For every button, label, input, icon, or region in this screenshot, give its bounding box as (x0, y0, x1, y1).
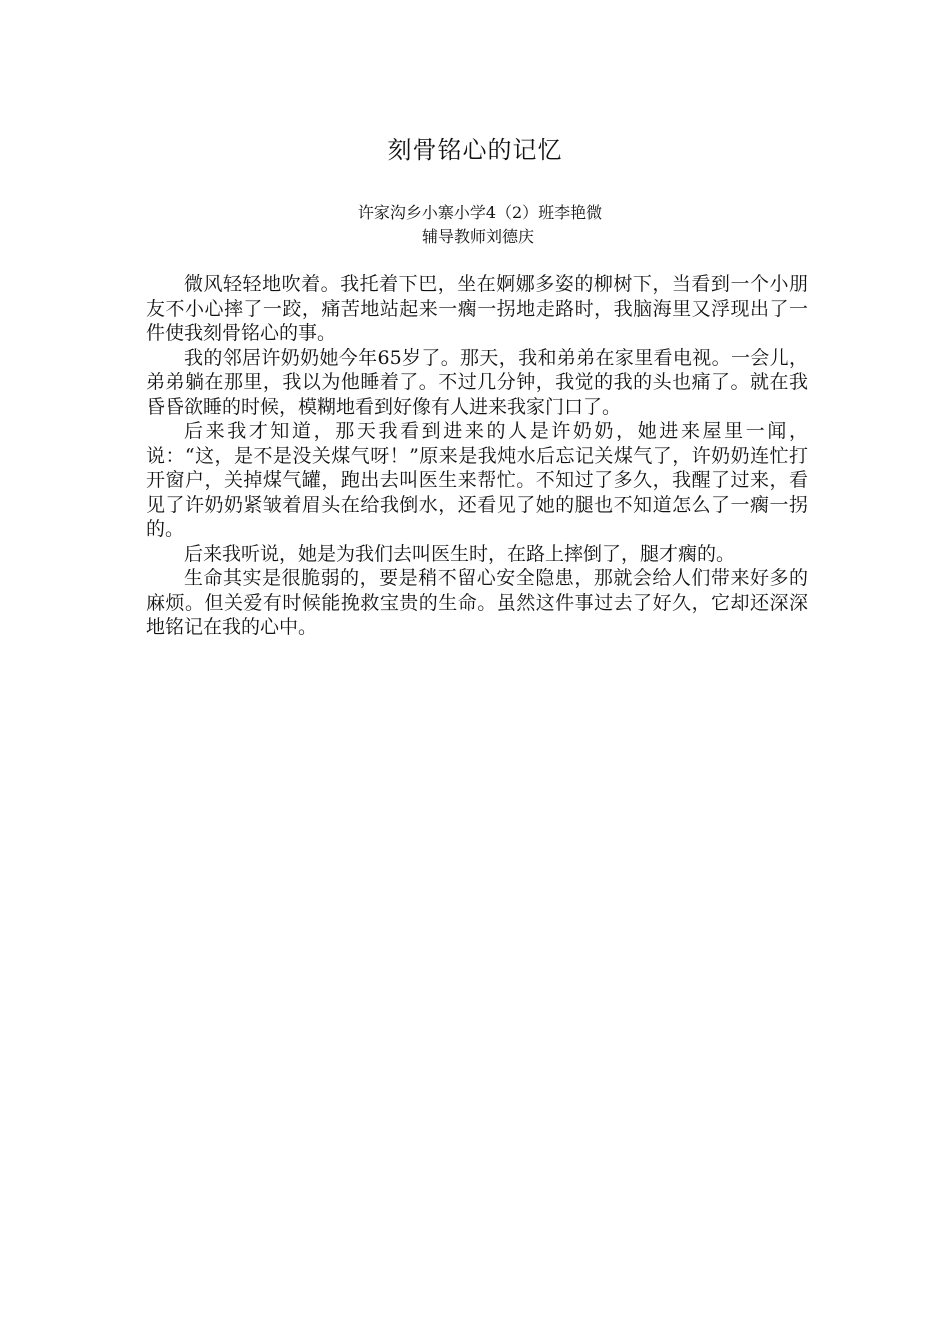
paragraph-4: 后来我听说，她是为我们去叫医生时，在路上摔倒了，腿才瘸的。 (184, 542, 736, 565)
paragraph-2: 我的邻居许奶奶她今年65岁了。那天，我和弟弟在家里看电视。一会儿，弟弟躺在那里，我以为他睡着了。不过几分钟，我觉的我的头也痛了。就在我昏昏欲睡的时候，模糊地看到好像有人进来我家门口了。 (146, 346, 808, 418)
paragraph-1: 微风轻轻地吹着。我托着下巴，坐在婀娜多姿的柳树下，当看到一个小朋友不小心摔了一跤，痛苦地站起来一瘸一拐地走路时，我脑海里又浮现出了一件使我刻骨铭心的事。 (146, 273, 808, 344)
essay-body (146, 272, 808, 640)
document-title: 刻骨铭心的记忆 (387, 136, 563, 164)
paragraph-5: 生命其实是很脆弱的，要是稍不留心安全隐患，那就会给人们带来好多的麻烦。但关爱有时候能挽救宝贵的生命。虽然这件事过去了好久，它却还深深地铭记在我的心中。 (146, 567, 808, 638)
paragraph-3: 后来我才知道，那天我看到进来的人是许奶奶，她进来屋里一闻，说：“这，是不是没关煤气呀！”原来是我炖水后忘记关煤气了，许奶奶连忙打开窗户，关掉煤气罐，跑出去叫医生来帮忙。不知过了多久，我醒了过来，看见了许奶奶紧皱着眉头在给我倒水，还看见了她的腿也不知道怎么了一瘸一拐的。 (146, 420, 808, 540)
author-school-line: 许家沟乡小寨小学4（2）班李艳微 (357, 203, 603, 222)
teacher-line: 辅导教师刘德庆 (422, 227, 535, 246)
